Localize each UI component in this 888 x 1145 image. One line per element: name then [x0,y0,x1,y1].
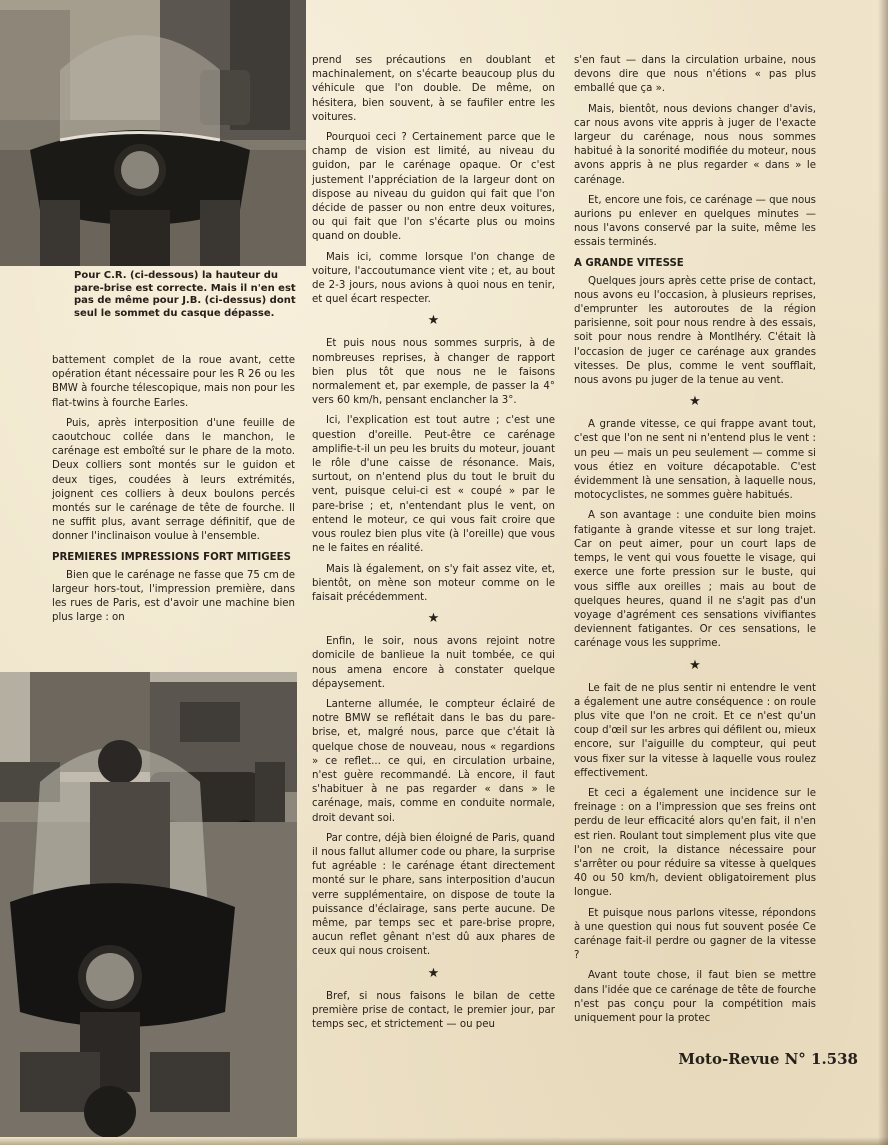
section-star: ★ [427,313,440,329]
section-star: ★ [689,657,701,673]
paragraph: Le fait de ne plus sentir ni entendre le vent a également une autre conséquence : on roule plus vite que l'on ne croit. Et ce n'est qu'un coup d'œil sur les arbres qui défilent ou, mieux encore, sur l'aiguille du compteur, qui peut vous fixer sur la vitesse à laquelle vous roulez effectivement. [574,682,816,779]
paragraph: Et puisque nous parlons vitesse, répondons à une question qui nous fut souvent posée Ce carénage fait-il perdre ou gagner de la vitesse ? [574,907,816,962]
section-heading: PREMIERES IMPRESSIONS FORT MITIGEES [52,551,291,563]
paragraph: A grande vitesse, ce qui frappe avant tout, c'est que l'on ne sent ni n'entend plus le vent : un peu — mais un peu seulement — comme si vous étiez en voiture décapotable. C'est évidemment là une sensation, à laquelle nous, motocyclistes, ne sommes guère habitués. [574,419,816,502]
paragraph: Avant toute chose, il faut bien se mettre dans l'idée que ce carénage de tête de fourche n'est pas conçu pour la compétition mais uniquement pour la protec [574,970,816,1024]
paragraph: Par contre, déjà bien éloigné de Paris, quand il nous fallut allumer code ou phare, la surprise fut agréable : le carénage étant directement monté sur le phare, sans interposition d'aucun verre supplémentaire, on dispose de toute la puissance d'éclairage, sans perte aucune. De même, par temps sec et pare-brise propre, aucun reflet gênant n'est dû aux phares de ceux qui nous croisent. [312,832,555,958]
paragraph: Bref, si nous faisons le bilan de cette première prise de contact, le premier jour, par temps sec, et strictement — ou peu [312,990,555,1030]
paragraph: Et ceci a également une incidence sur le freinage : on a l'impression que ses freins ont perdu de leur efficacité alors qu'en fait, il n'en est rien. Roulant tout simplement plus vite que l'on ne croit, la distance nécessaire pour s'arrêter ou pour réduire sa vitesse à quelques 40 ou 50 km/h, devient obligatoirement plus longue. [574,787,816,899]
paragraph: Mais, bientôt, nous devions changer d'avis, car nous avons vite appris à juger de l'exacte largeur du carénage, nous nous sommes habitué à la sonorité modifiée du moteur, nous avons appris à ne plus regarder « dans » le carénage. [574,103,816,186]
top-photo [0,0,306,266]
paragraph: Lanterne allumée, le compteur éclairé de notre BMW se reflétait dans le bas du pare-brise, et, malgré nous, parce que c'était là quelque chose de nouveau, nous « regardions » ce reflet... ce qui, en circulation urbaine, n'est guère recommandé. Là encore, il faut s'habituer à ne pas regarder « dans » le carénage, mais, comme en conduite normale, droit devant soi. [312,698,555,824]
paragraph: prend ses précautions en doublant et machinalement, on s'écarte beaucoup plus du véhicule que l'on double. De même, on hésitera, bien souvent, à se faufiler entre les voitures. [312,55,555,123]
section-star: ★ [427,611,440,627]
paragraph: Ici, l'explication est tout autre ; c'est une question d'oreille. Peut-être ce carénage amplifie-t-il un peu les bruits du moteur, jouant le rôle d'une caisse de résonance. Mais, surtout, on n'entend plus du tout le bruit du vent, puisque celui-ci est « coupé » par le pare-brise ; et, n'entendant plus le vent, on entend le moteur, ce qui vous fait croire que vous roulez bien plus vite (à l'oreille) que vous ne le faites en réalité. [312,415,555,555]
paragraph: Mais ici, comme lorsque l'on change de voiture, l'accoutumance vient vite ; et, au bout de 2-3 jours, nous avions à quoi nous en tenir, et quel écart respecter. [312,251,555,306]
page-footer: Moto-Revue N° 1.538 [678,1050,858,1068]
bottom-photo [0,672,297,1137]
photo-caption: Pour C.R. (ci-dessous) la hauteur du pare-brise est correcte. Mais il n'en est pas de même pour J.B. (ci-dessus) dont seul le sommet du casque dépasse. [74,270,296,319]
paragraph: s'en faut — dans la circulation urbaine, nous devons dire que nous n'étions « pas plus emballé que ça ». [574,55,816,95]
paragraph: Et puis nous nous sommes surpris, à de nombreuses reprises, à changer de rapport bien plus tôt que nous ne le faisons normalement et, par exemple, de passer la 4° vers 60 km/h, pensant enclancher la 3°. [312,338,555,407]
paragraph: Pourquoi ceci ? Certainement parce que le champ de vision est limité, au niveau du guidon, par le carénage opaque. Or c'est justement l'appréciation de la largeur dont on dispose au niveau du guidon qui fait que l'on décide de passer ou non entre deux voitures, ou qui fait que l'on s'écarte plus ou moins quand on double. [312,132,555,243]
paragraph: A son avantage : une conduite bien moins fatigante à grande vitesse et sur long trajet. Car on peut aimer, pour un court laps de temps, le vent qui vous fouette le visage, qui exerce une forte pression sur le buste, qui vous siffle aux oreilles ; mais au bout de quelques heures, quand il ne s'agit pas d'un voyage d'agrément ces sensations vivifiantes deviennent fatigantes. Or ces sensations, le carénage vous les supprime. [574,510,816,650]
column-2 [312,54,555,1038]
paragraph: Puis, après interposition d'une feuille de caoutchouc collée dans le manchon, le carénage est emboîté sur le phare de la moto. Deux colliers sont montés sur le guidon et deux tiges, coudées à leurs extrémités, joignent ces colliers à deux boulons percés montés sur le carénage de tête de fourche. Il ne suffit plus, avant serrage définitif, que de donner l'inclinaison voulue à l'ensemble. [52,417,295,543]
section-heading: A GRANDE VITESSE [574,257,684,269]
section-star: ★ [427,965,440,981]
section-star: ★ [689,394,701,410]
paragraph: Bien que le carénage ne fasse que 75 cm de largeur hors-tout, l'impression première, dans les rues de Paris, est d'avoir une machine bien plus large : on [52,569,295,624]
paragraph: Mais là également, on s'y fait assez vite, et, bientôt, on mène son moteur comme on le faisait précédemment. [312,563,555,603]
paragraph: Et, encore une fois, ce carénage — que nous aurions pu enlever en quelques minutes — nous l'avons conservé par la suite, même les essais terminés. [574,194,816,249]
column-1 [52,354,295,631]
page-edge-shadow [878,0,888,1145]
paragraph: Enfin, le soir, nous avons rejoint notre domicile de banlieue la nuit tombée, ce qui nous amena encore à constater quelque dépaysement. [312,636,555,690]
page-bottom-edge [0,1137,888,1145]
column-3 [574,54,816,1032]
paragraph: battement complet de la roue avant, cette opération étant nécessaire pour les R 26 ou les BMW à fourche télescopique, mais non pour les flat-twins à fourche Earles. [52,355,295,409]
paragraph: Quelques jours après cette prise de contact, nous avons eu l'occasion, à plusieurs reprises, d'emprunter les autoroutes de la région parisienne, soit pour nous rendre à des essais, soit pour nous rendre à Montlhéry. C'était là l'occasion de juger ce carénage aux grandes vitesses. De plus, comme le vent soufflait, nous avons pu juger de la tenue au vent. [574,275,816,387]
